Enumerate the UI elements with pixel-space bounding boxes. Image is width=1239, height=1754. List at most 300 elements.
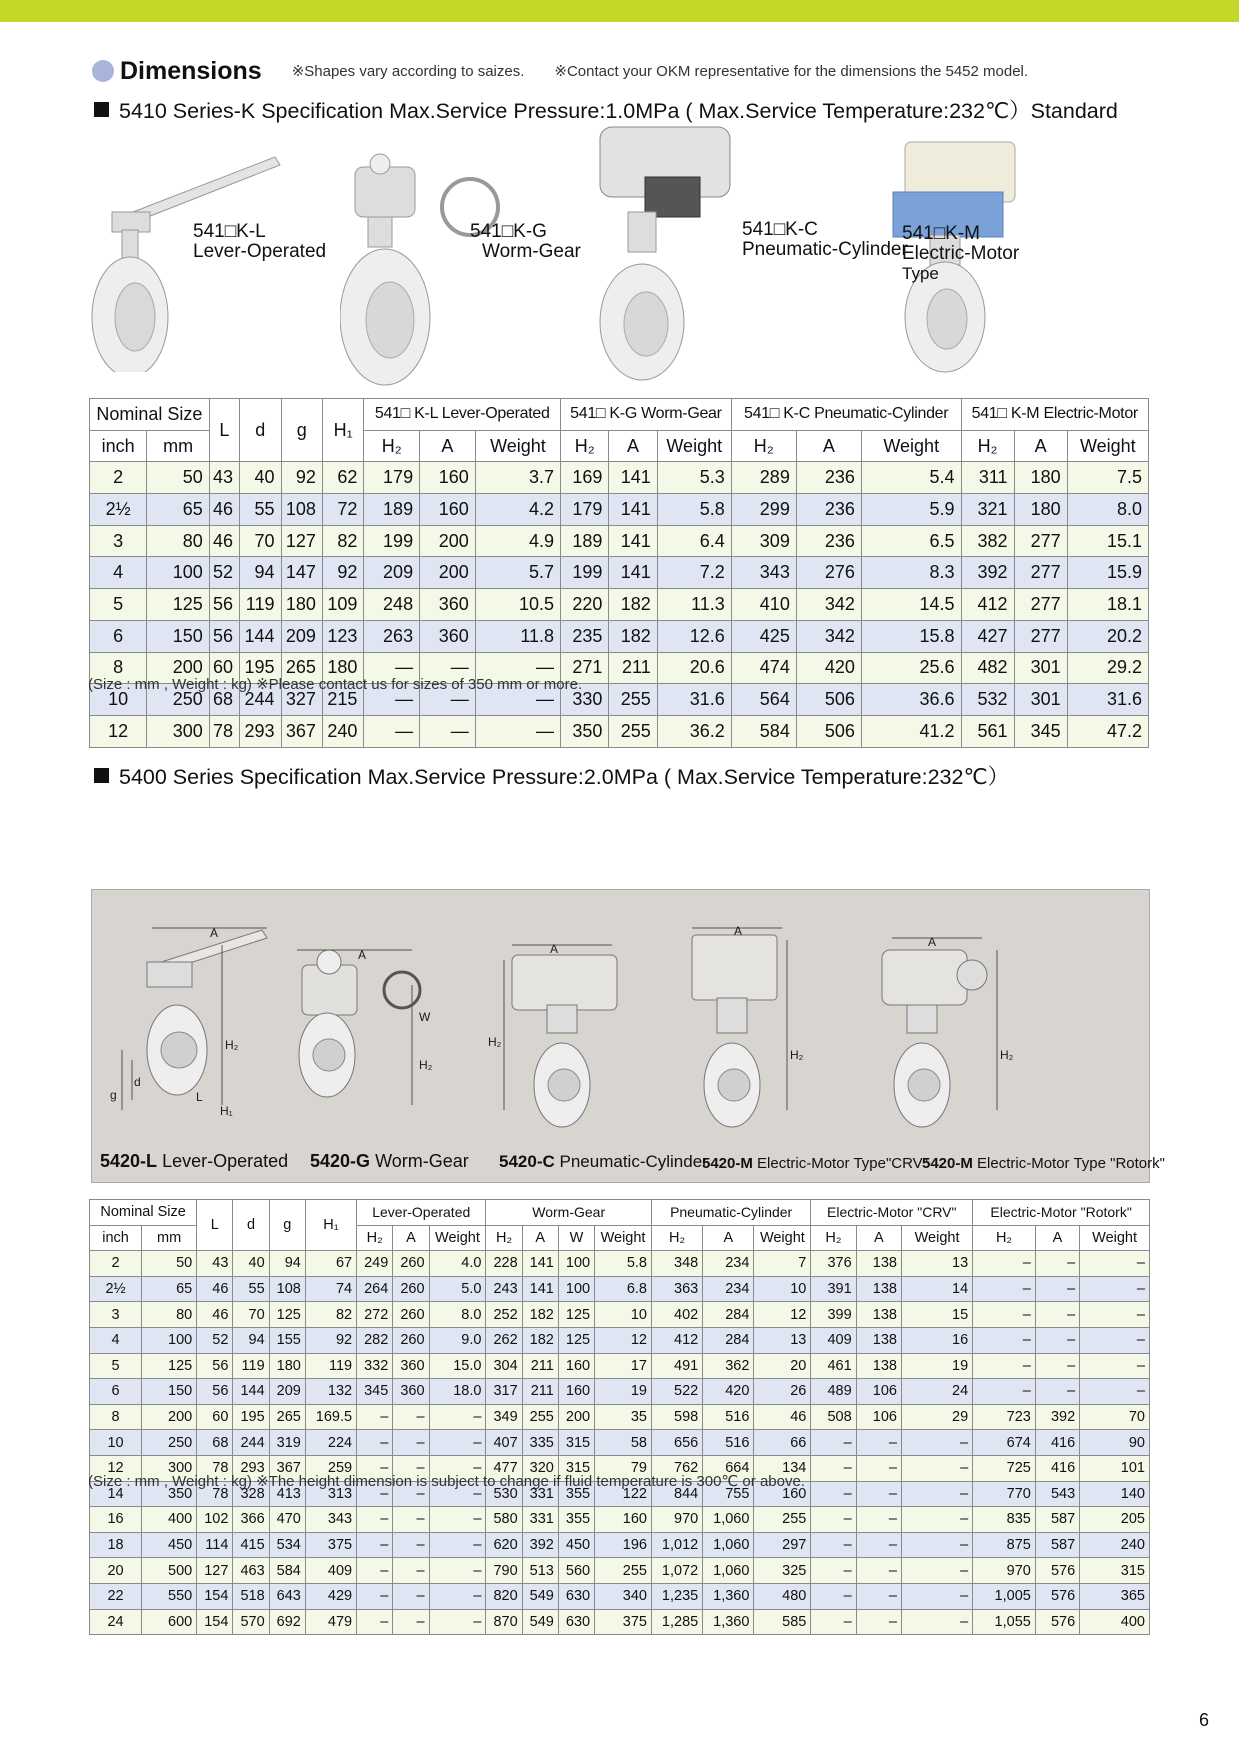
table-cell: 522 — [651, 1379, 702, 1405]
table-row — [90, 1430, 1150, 1456]
table-cell: 265 — [269, 1404, 305, 1430]
th-H1: H₁ — [322, 399, 363, 462]
table-cell: 46 — [209, 525, 239, 557]
table-cell: 482 — [961, 652, 1014, 684]
th-group-worm: 541□ K-G Worm-Gear — [561, 399, 732, 431]
table-row — [90, 1327, 1150, 1353]
table-cell: 40 — [240, 462, 281, 494]
table-cell: – — [901, 1583, 972, 1609]
table-row — [90, 1302, 1150, 1328]
table-cell: 92 — [305, 1327, 356, 1353]
table-cell: 255 — [754, 1507, 811, 1533]
table-cell: 22 — [90, 1583, 142, 1609]
th-d: d — [233, 1200, 269, 1251]
table-cell: 350 — [561, 715, 609, 747]
th-w: W — [558, 1225, 594, 1251]
table-cell: 360 — [393, 1353, 429, 1379]
table-cell: 55 — [240, 494, 281, 526]
table-row — [90, 1507, 1150, 1533]
table-cell: 272 — [357, 1302, 393, 1328]
table-cell: 125 — [558, 1302, 594, 1328]
table-cell: – — [357, 1583, 393, 1609]
table-cell: 549 — [522, 1583, 558, 1609]
table-cell: 500 — [142, 1558, 197, 1584]
table-cell: — — [475, 652, 560, 684]
table-cell: 6 — [90, 1379, 142, 1405]
table-cell: 1,060 — [703, 1532, 754, 1558]
table-cell: 140 — [1080, 1481, 1150, 1507]
table-cell: 7 — [754, 1251, 811, 1277]
table-cell: 17 — [595, 1353, 652, 1379]
table-cell: – — [856, 1532, 901, 1558]
table-cell: – — [357, 1404, 393, 1430]
table-cell: 144 — [233, 1379, 269, 1405]
table-cell: – — [393, 1430, 429, 1456]
table-cell: – — [901, 1481, 972, 1507]
table-cell: 10 — [90, 684, 147, 716]
table-cell: – — [429, 1532, 486, 1558]
th-h2: H₂ — [811, 1225, 856, 1251]
table-cell: 70 — [1080, 1404, 1150, 1430]
table-cell: 243 — [486, 1276, 522, 1302]
table-cell: 410 — [731, 589, 796, 621]
table-cell: 189 — [561, 525, 609, 557]
table-cell: 477 — [486, 1455, 522, 1481]
table-cell: 345 — [357, 1379, 393, 1405]
table-cell: 160 — [754, 1481, 811, 1507]
table-cell: 24 — [901, 1379, 972, 1405]
table-cell: 416 — [1035, 1430, 1079, 1456]
panel-label-5420-m-crv: 5420-M Electric-Motor Type"CRV" — [702, 1155, 929, 1172]
dim-label-h2: H₂ — [225, 1038, 239, 1052]
table-row — [90, 1609, 1150, 1635]
table-cell: 144 — [240, 620, 281, 652]
th-nominal-size: Nominal Size — [90, 399, 210, 431]
dim-label-a: A — [358, 948, 367, 962]
table-cell: – — [811, 1532, 856, 1558]
table-cell: 363 — [651, 1276, 702, 1302]
table-cell: 4 — [90, 1327, 142, 1353]
table-cell: – — [357, 1430, 393, 1456]
table-cell: 138 — [856, 1353, 901, 1379]
th-d: d — [240, 399, 281, 462]
table-cell: 10 — [754, 1276, 811, 1302]
worm-gear-valve-drawing — [297, 950, 420, 1105]
table-row — [90, 620, 1149, 652]
table-cell: 309 — [731, 525, 796, 557]
table-cell: – — [811, 1583, 856, 1609]
table-cell: 68 — [209, 684, 239, 716]
table-cell: 376 — [811, 1251, 856, 1277]
table-cell: 263 — [364, 620, 420, 652]
th-h2: H₂ — [561, 430, 609, 462]
lever-valve-drawing — [122, 928, 267, 1110]
table-cell: 260 — [393, 1251, 429, 1277]
table-cell: 343 — [731, 557, 796, 589]
table-cell: 277 — [1014, 589, 1067, 621]
table-row — [90, 1583, 1150, 1609]
table-cell: 870 — [486, 1609, 522, 1635]
table-cell: 723 — [973, 1404, 1036, 1430]
table-cell: – — [1035, 1302, 1079, 1328]
table-cell: 82 — [322, 525, 363, 557]
section2-illustration-panel — [91, 889, 1165, 1183]
table-cell: – — [429, 1481, 486, 1507]
table-cell: 169.5 — [305, 1404, 356, 1430]
table-cell: 228 — [486, 1251, 522, 1277]
table-cell: 367 — [281, 715, 322, 747]
table-cell: 209 — [269, 1379, 305, 1405]
table-cell: 200 — [142, 1404, 197, 1430]
table-cell: 29 — [901, 1404, 972, 1430]
table-cell: 154 — [197, 1609, 233, 1635]
th-weight: Weight — [595, 1225, 652, 1251]
table-cell: 205 — [1080, 1507, 1150, 1533]
table-cell: 479 — [305, 1609, 356, 1635]
table-cell: 560 — [558, 1558, 594, 1584]
table-cell: 1,360 — [703, 1609, 754, 1635]
table-cell: 450 — [558, 1532, 594, 1558]
table-cell: – — [429, 1455, 486, 1481]
table-cell: – — [1080, 1327, 1150, 1353]
table-cell: 315 — [558, 1430, 594, 1456]
table-cell: 271 — [561, 652, 609, 684]
table-cell: 643 — [269, 1583, 305, 1609]
table-cell: – — [393, 1558, 429, 1584]
table-cell: 14.5 — [861, 589, 961, 621]
table-cell: – — [357, 1455, 393, 1481]
table-cell: 46 — [197, 1302, 233, 1328]
table-cell: 62 — [322, 462, 363, 494]
table-cell: 141 — [609, 494, 657, 526]
table-cell: 5.0 — [429, 1276, 486, 1302]
table-cell: 348 — [651, 1251, 702, 1277]
table-cell: 141 — [609, 462, 657, 494]
table-cell: 180 — [281, 589, 322, 621]
table-cell: 180 — [322, 652, 363, 684]
table-cell: 277 — [1014, 525, 1067, 557]
table-cell: 365 — [1080, 1583, 1150, 1609]
dimension-drawings — [92, 890, 1151, 1184]
table-cell: 78 — [197, 1455, 233, 1481]
table-row — [90, 1276, 1150, 1302]
table-cell: 41.2 — [861, 715, 961, 747]
table-cell: 200 — [420, 557, 476, 589]
table-cell: 127 — [281, 525, 322, 557]
table-cell: 345 — [1014, 715, 1067, 747]
dim-label-h2: H₂ — [1000, 1048, 1014, 1062]
table-cell: 284 — [703, 1327, 754, 1353]
table-cell: 29.2 — [1067, 652, 1148, 684]
th-group-pneumatic: Pneumatic-Cylinder — [651, 1200, 810, 1226]
dimensions-header — [92, 56, 1058, 86]
table-cell: 56 — [209, 589, 239, 621]
table-cell: 47.2 — [1067, 715, 1148, 747]
table-cell: 259 — [305, 1455, 356, 1481]
table-cell: 43 — [209, 462, 239, 494]
table-row — [90, 557, 1149, 589]
table-cell: – — [973, 1251, 1036, 1277]
table-cell: 31.6 — [657, 684, 731, 716]
table-cell: 211 — [522, 1379, 558, 1405]
table-cell: 150 — [142, 1379, 197, 1405]
th-a: A — [856, 1225, 901, 1251]
table-cell: 277 — [1014, 620, 1067, 652]
square-bullet-icon — [94, 102, 109, 117]
table-cell: 46 — [197, 1276, 233, 1302]
electric-motor-rotork-drawing — [882, 938, 997, 1127]
table-cell: 8.0 — [1067, 494, 1148, 526]
table-cell: – — [811, 1507, 856, 1533]
dim-label-a: A — [550, 942, 559, 956]
table-cell: 576 — [1035, 1609, 1079, 1635]
table-cell: 331 — [522, 1481, 558, 1507]
th-weight: Weight — [1067, 430, 1148, 462]
table-cell: – — [973, 1379, 1036, 1405]
section1-dimension-table — [89, 398, 1149, 748]
table-cell: 1,012 — [651, 1532, 702, 1558]
table-cell: – — [393, 1481, 429, 1507]
table-cell: 125 — [558, 1327, 594, 1353]
table-cell: 313 — [305, 1481, 356, 1507]
th-h2: H₂ — [651, 1225, 702, 1251]
table-cell: 8 — [90, 1404, 142, 1430]
th-h2: H₂ — [731, 430, 796, 462]
table-cell: 300 — [142, 1455, 197, 1481]
table-cell: 19 — [901, 1353, 972, 1379]
worm-gear-valve-icon — [340, 142, 570, 392]
table-cell: 182 — [609, 620, 657, 652]
table-cell: – — [811, 1558, 856, 1584]
table-cell: 82 — [305, 1302, 356, 1328]
table-cell: – — [856, 1558, 901, 1584]
table-cell: 244 — [240, 684, 281, 716]
table-cell: 209 — [364, 557, 420, 589]
table-cell: 66 — [754, 1430, 811, 1456]
table-cell: 18 — [90, 1532, 142, 1558]
table-cell: 138 — [856, 1276, 901, 1302]
table-cell: 20 — [754, 1353, 811, 1379]
table-cell: 195 — [240, 652, 281, 684]
table-cell: 240 — [1080, 1532, 1150, 1558]
table-cell: 15.9 — [1067, 557, 1148, 589]
table-cell: 9.0 — [429, 1327, 486, 1353]
th-g: g — [269, 1200, 305, 1251]
table-cell: 109 — [322, 589, 363, 621]
table-cell: – — [856, 1609, 901, 1635]
table-cell: 154 — [197, 1583, 233, 1609]
table-cell: 220 — [561, 589, 609, 621]
table-cell: 72 — [322, 494, 363, 526]
table-cell: 169 — [561, 462, 609, 494]
table-cell: 6.8 — [595, 1276, 652, 1302]
table-cell: – — [393, 1455, 429, 1481]
table-cell: 692 — [269, 1609, 305, 1635]
th-inch: inch — [90, 430, 147, 462]
th-weight: Weight — [901, 1225, 972, 1251]
table-cell: 355 — [558, 1507, 594, 1533]
table-cell: 70 — [233, 1302, 269, 1328]
table-cell: 532 — [961, 684, 1014, 716]
table-cell: 970 — [651, 1507, 702, 1533]
dim-label-a: A — [210, 926, 219, 940]
table-cell: 508 — [811, 1404, 856, 1430]
table-cell: 10 — [90, 1430, 142, 1456]
table-cell: 317 — [486, 1379, 522, 1405]
table-cell: 25.6 — [861, 652, 961, 684]
table-cell: 70 — [240, 525, 281, 557]
th-g: g — [281, 399, 322, 462]
table-cell: 252 — [486, 1302, 522, 1328]
table-cell: 319 — [269, 1430, 305, 1456]
table-cell: 234 — [703, 1251, 754, 1277]
table-cell: – — [811, 1609, 856, 1635]
table-cell: — — [364, 652, 420, 684]
table-cell: – — [901, 1558, 972, 1584]
table-cell: 5.3 — [657, 462, 731, 494]
table-cell: 835 — [973, 1507, 1036, 1533]
table-cell: 14 — [90, 1481, 142, 1507]
table-cell: 56 — [197, 1379, 233, 1405]
table-cell: – — [1080, 1302, 1150, 1328]
dimensions-title: Dimensions — [120, 56, 262, 85]
table-row — [90, 1353, 1150, 1379]
table-cell: 343 — [305, 1507, 356, 1533]
table-cell: 260 — [393, 1276, 429, 1302]
th-a: A — [609, 430, 657, 462]
table-cell: 576 — [1035, 1583, 1079, 1609]
table-cell: 630 — [558, 1583, 594, 1609]
table-cell: 100 — [147, 557, 209, 589]
table-cell: 299 — [731, 494, 796, 526]
table-cell: – — [357, 1558, 393, 1584]
th-group-worm: Worm-Gear — [486, 1200, 652, 1226]
table-cell: 94 — [233, 1327, 269, 1353]
table-cell: 355 — [558, 1481, 594, 1507]
table-cell: 284 — [703, 1302, 754, 1328]
table-row — [90, 589, 1149, 621]
table-cell: 35 — [595, 1404, 652, 1430]
table-cell: 420 — [796, 652, 861, 684]
table-cell: 450 — [142, 1532, 197, 1558]
table-cell: 40 — [233, 1251, 269, 1277]
dim-label-l: L — [196, 1090, 203, 1104]
valve-label-kl: 541□K-L Lever-Operated — [193, 221, 327, 262]
table-cell: 461 — [811, 1353, 856, 1379]
table-cell: 362 — [703, 1353, 754, 1379]
th-L: L — [197, 1200, 233, 1251]
table-cell: – — [1035, 1379, 1079, 1405]
table-cell: 600 — [142, 1609, 197, 1635]
table-cell: – — [901, 1507, 972, 1533]
dim-label-a: A — [928, 935, 937, 949]
table-cell: 236 — [796, 494, 861, 526]
table-cell: 427 — [961, 620, 1014, 652]
table-cell: 138 — [856, 1327, 901, 1353]
table-cell: 402 — [651, 1302, 702, 1328]
table-cell: 315 — [1080, 1558, 1150, 1584]
table-cell: 46 — [209, 494, 239, 526]
table-cell: 12 — [754, 1302, 811, 1328]
valve-label-km: 541□K-M Electric-Motor Type — [902, 223, 1020, 283]
table-cell: 134 — [754, 1455, 811, 1481]
table-cell: 43 — [197, 1251, 233, 1277]
table-cell: 391 — [811, 1276, 856, 1302]
table-cell: 24 — [90, 1609, 142, 1635]
table-cell: 3 — [90, 525, 147, 557]
table-cell: 5 — [90, 1353, 142, 1379]
th-L: L — [209, 399, 239, 462]
table-cell: – — [393, 1404, 429, 1430]
table-cell: 60 — [197, 1404, 233, 1430]
table-cell: 382 — [961, 525, 1014, 557]
table-cell: 141 — [522, 1276, 558, 1302]
table-cell: 236 — [796, 462, 861, 494]
table-cell: 5.8 — [657, 494, 731, 526]
th-h2: H₂ — [973, 1225, 1036, 1251]
table-cell: 100 — [558, 1276, 594, 1302]
square-bullet-icon — [94, 768, 109, 783]
table-cell: 360 — [420, 620, 476, 652]
table-cell: 189 — [364, 494, 420, 526]
table-cell: 276 — [796, 557, 861, 589]
table-cell: 549 — [522, 1609, 558, 1635]
th-weight: Weight — [754, 1225, 811, 1251]
table-cell: – — [357, 1532, 393, 1558]
table-cell: 244 — [233, 1430, 269, 1456]
table-cell: – — [1035, 1251, 1079, 1277]
dim-label-g: g — [110, 1088, 117, 1102]
table-cell: 12 — [90, 1455, 142, 1481]
th-H1: H₁ — [305, 1200, 356, 1251]
pneumatic-valve-drawing — [504, 945, 617, 1127]
panel-label-5420-g: 5420-G Worm-Gear — [310, 1151, 469, 1171]
table-cell: – — [901, 1532, 972, 1558]
table-cell: — — [475, 715, 560, 747]
table-cell: – — [1035, 1353, 1079, 1379]
table-cell: — — [420, 684, 476, 716]
dim-label-d: d — [134, 1075, 141, 1089]
table-cell: 119 — [240, 589, 281, 621]
table-cell: 6.4 — [657, 525, 731, 557]
table-cell: 349 — [486, 1404, 522, 1430]
th-nominal-size: Nominal Size — [90, 1200, 197, 1226]
table-cell: 340 — [595, 1583, 652, 1609]
table-cell: 561 — [961, 715, 1014, 747]
table-cell: – — [393, 1532, 429, 1558]
table-cell: 463 — [233, 1558, 269, 1584]
note-shapes: ※Shapes vary according to saizes. — [291, 63, 525, 80]
table-cell: 543 — [1035, 1481, 1079, 1507]
table-cell: 550 — [142, 1583, 197, 1609]
table-cell: – — [856, 1507, 901, 1533]
table-cell: 100 — [142, 1327, 197, 1353]
table-cell: 56 — [197, 1353, 233, 1379]
table-cell: 119 — [305, 1353, 356, 1379]
table-cell: 470 — [269, 1507, 305, 1533]
table-cell: 248 — [364, 589, 420, 621]
table-cell: 5.9 — [861, 494, 961, 526]
table-cell: 331 — [522, 1507, 558, 1533]
table-cell: 4.0 — [429, 1251, 486, 1277]
table-cell: 762 — [651, 1455, 702, 1481]
table-cell: 26 — [754, 1379, 811, 1405]
table-cell: 36.6 — [861, 684, 961, 716]
table-row — [90, 494, 1149, 526]
table-cell: 264 — [357, 1276, 393, 1302]
table-cell: 1,360 — [703, 1583, 754, 1609]
table-cell: – — [429, 1404, 486, 1430]
